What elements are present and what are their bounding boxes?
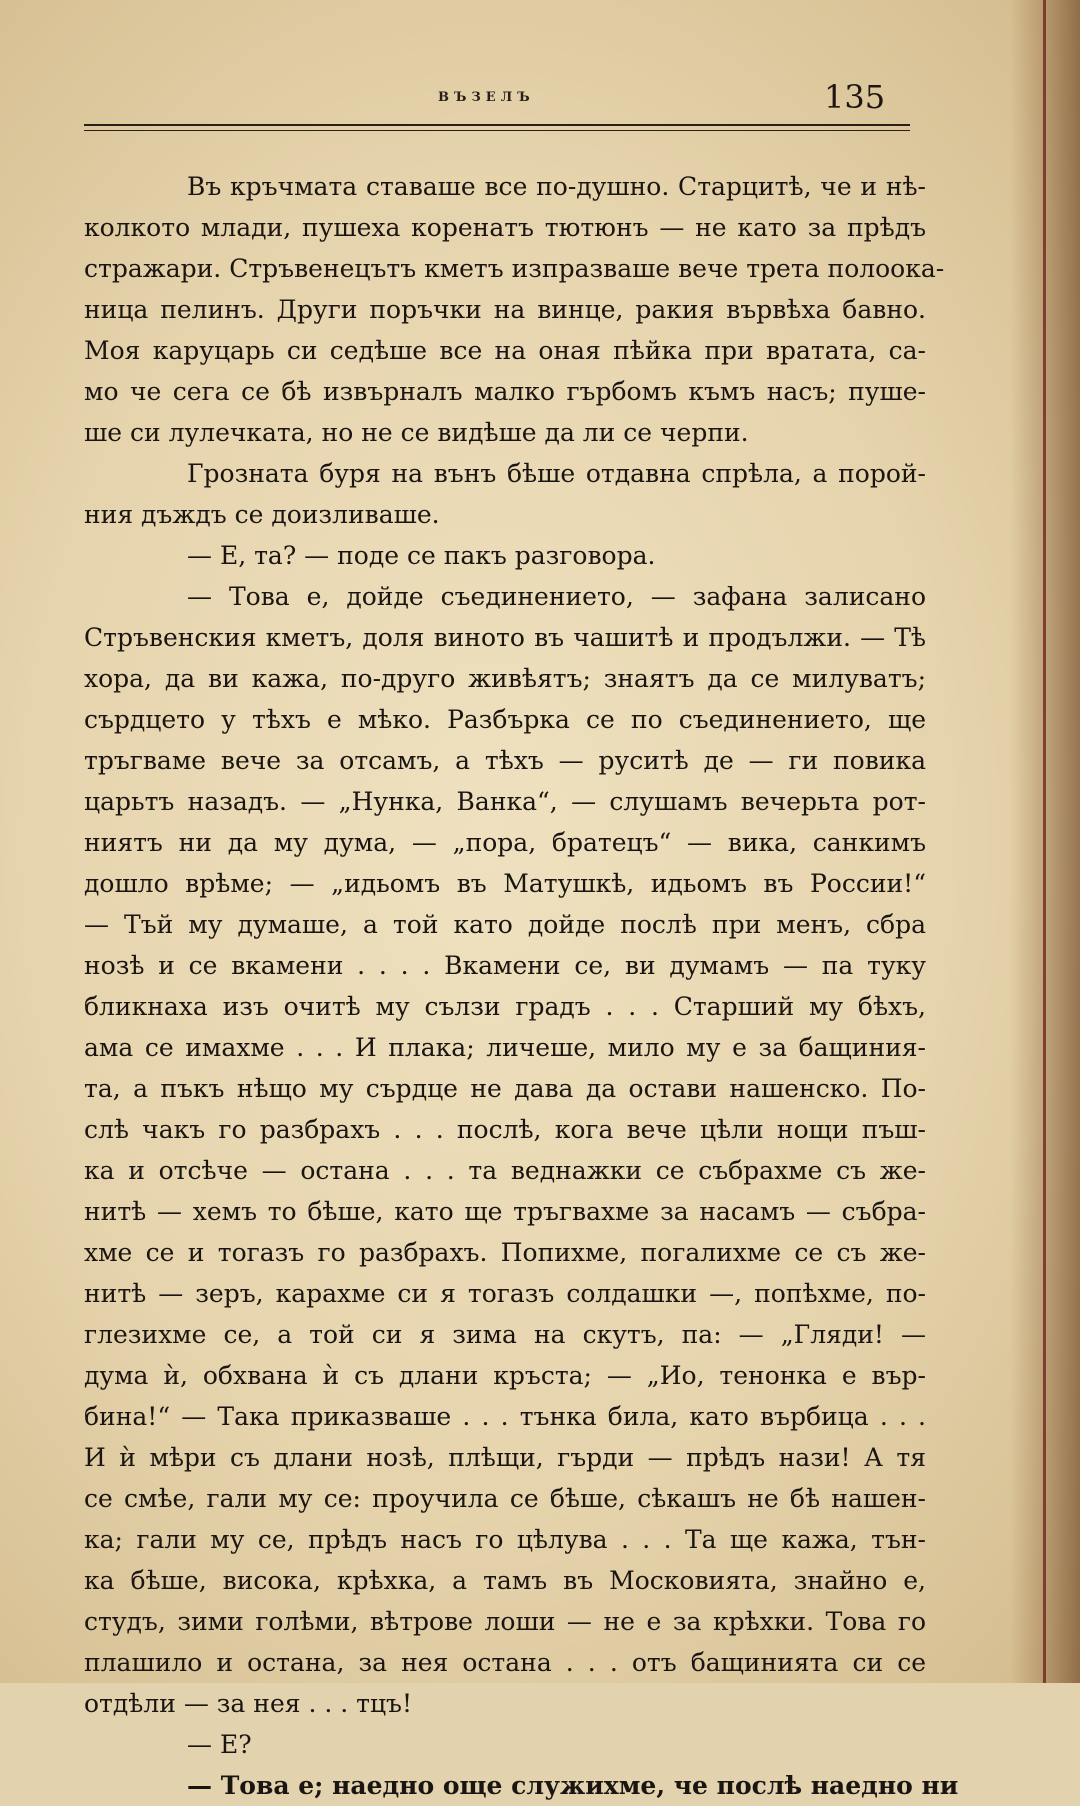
text-line: Въ кръчмата ставаше все по-душно. Старцитѣ, че и нѣ- — [187, 172, 926, 201]
text-line: нитѣ — хемъ то бѣше, като ще тръгвахме за насамъ — събра- — [84, 1197, 926, 1226]
text-line: И ѝ мѣри съ длани нозѣ, плѣщи, гърди — прѣдъ нази! А тя — [84, 1443, 926, 1472]
text-line: хора, да ви кажа, по-друго живѣятъ; знаятъ да се милуватъ; — [84, 664, 926, 693]
text-line: колкото млади, пушеха коренатъ тютюнъ — не като за прѣдъ — [84, 213, 926, 242]
text-line: ше си лулечката, но не се видѣше да ли се черпи. — [84, 418, 749, 447]
text-line: ка; гали му се, прѣдъ насъ го цѣлува . . . Та ще кажа, тън- — [84, 1525, 926, 1554]
text-line: ка и отсѣче — остана . . . та веднажки се събрахме съ же- — [84, 1156, 926, 1185]
text-line: дошло врѣме; — „идьомъ въ Матушкѣ, идьомъ въ России!“ — [84, 869, 926, 898]
text-line: нитѣ — зеръ, карахме си я тогазъ солдашки —, попѣхме, по- — [84, 1279, 926, 1308]
text-line: Грозната буря на вънъ бѣше отдавна спрѣла, а порой- — [187, 459, 926, 488]
text-line: се смѣе, гали му се: проучила се бѣше, сѣкашъ не бѣ нашен- — [84, 1484, 926, 1513]
page-number: 135 — [824, 78, 886, 116]
text-line: хме се и тогазъ го разбрахъ. Попихме, погалихме се съ же- — [84, 1238, 926, 1267]
text-line: сърдцето у тѣхъ е мѣко. Разбърка се по съединението, ще — [84, 705, 926, 734]
text-line: слѣ чакъ го разбрахъ . . . послѣ, кога вече цѣли нощи пъш- — [84, 1115, 926, 1144]
text-line: ка бѣше, висока, крѣхка, а тамъ въ Московията, знайно е, — [84, 1566, 926, 1595]
text-line: тръгваме вече за отсамъ, а тѣхъ — руситѣ де — ги повика — [84, 746, 926, 775]
text-line: мо че сега се бѣ извърналъ малко гърбомъ къмъ насъ; пуше- — [84, 377, 926, 406]
text-line: глезихме се, а той си я зима на скутъ, па: — „Гляди! — — [84, 1320, 926, 1349]
text-line: отдѣли — за нея . . . тцъ! — [84, 1689, 412, 1718]
body-text — [84, 166, 959, 1806]
text-line: Стръвенския кметъ, доля виното въ чашитѣ и продължи. — Тѣ — [84, 623, 926, 652]
text-line: стражари. Стръвенецътъ кметъ изпразваше вече трета полоока- — [84, 254, 945, 283]
text-line: Моя каруцарь си седѣше все на оная пѣйка при вратата, са- — [84, 336, 926, 365]
text-line: — Е, та? — поде се пакъ разговора. — [187, 541, 656, 570]
text-line: нозѣ и се вкамени . . . . Вкамени се, ви думамъ — па туку — [84, 951, 926, 980]
text-line: плашило и остана, за нея остана . . . отъ бащинията си се — [84, 1648, 926, 1677]
header-rule-thick — [84, 124, 910, 126]
text-line: — Е? — [187, 1730, 252, 1759]
text-line: дума ѝ, обхвана ѝ съ длани кръста; — „Ио, тенонка е вър- — [84, 1361, 926, 1390]
page-edge-line — [1043, 0, 1046, 1683]
text-line: ниятъ ни да му дума, — „пора, братецъ“ — вика, санкимъ — [84, 828, 926, 857]
text-line: ама се имахме . . . И плака; личеше, мило му е за бащиния- — [84, 1033, 926, 1062]
text-line: та, а пъкъ нѣщо му сърдце не дава да остави нашенско. По- — [84, 1074, 926, 1103]
page-header — [84, 78, 910, 130]
text-line: царьтъ назадъ. — „Нунка, Ванка“, — слушамъ вечерьта рот- — [84, 787, 926, 816]
running-title: ВЪЗЕЛЪ — [438, 90, 535, 105]
text-line: ница пелинъ. Други поръчки на винце, ракия вървѣха бавно. — [84, 295, 926, 324]
text-line: — Това е, дойде съединението, — зафана залисано — [187, 582, 926, 611]
text-line: ния дъждъ се доизливаше. — [84, 500, 440, 529]
text-line: — Тъй му думаше, а той като дойде послѣ при менъ, сбра — [84, 910, 926, 939]
text-line: бина!“ — Така приказваше . . . тънка била, като върбица . . . — [84, 1402, 926, 1431]
text-line: бликнаха изъ очитѣ му сълзи градъ . . . Старший му бѣхъ, — [84, 992, 926, 1021]
header-rule-thin — [84, 130, 910, 131]
text-line: — Това е; наедно още служихме, че послѣ наедно ни — [187, 1771, 959, 1800]
text-line: студъ, зими голѣми, вѣтрове лоши — не е за крѣхки. Това го — [84, 1607, 926, 1636]
